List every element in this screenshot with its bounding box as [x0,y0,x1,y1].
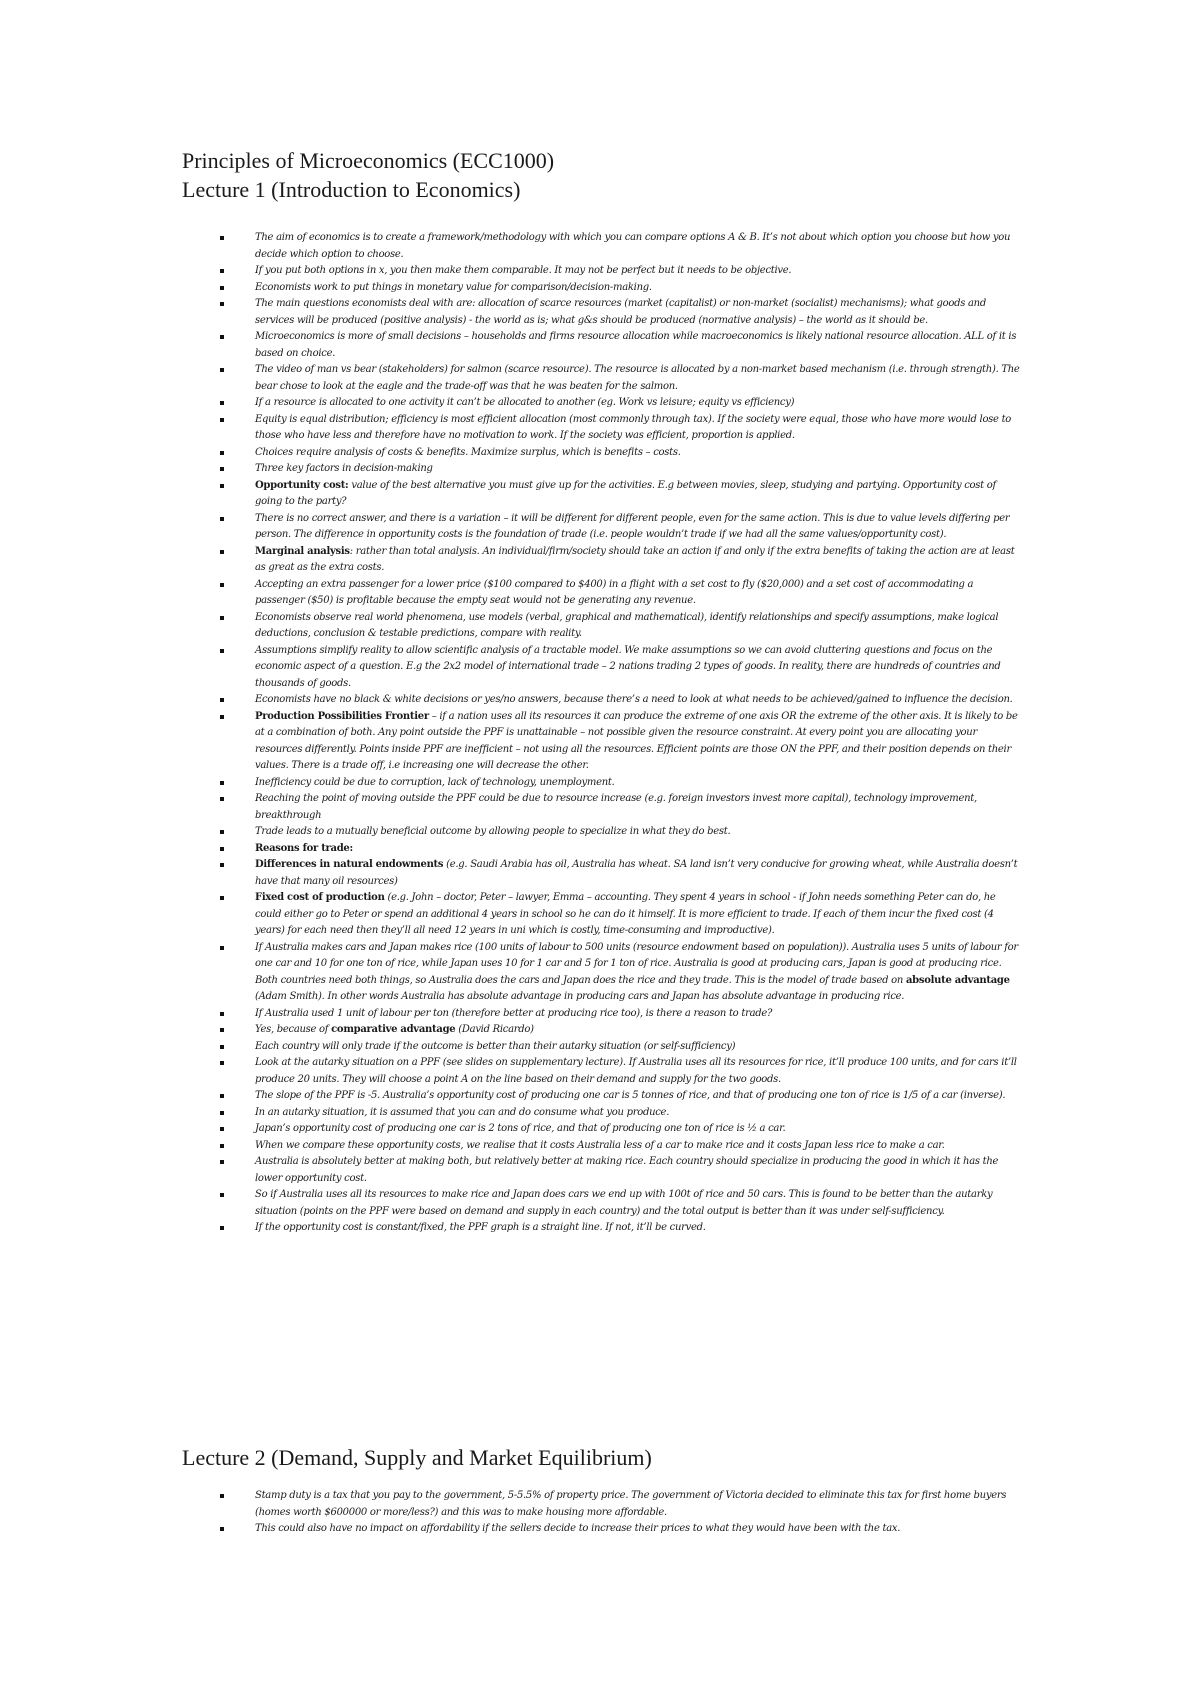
bullet-item [182,577,1022,610]
bullet-item [182,395,1022,412]
bullet-item [182,1006,1022,1023]
bullet-text: Australia is absolutely better at making both, but relatively better at making rice. Each country should specialize in producing the good in which it has the lower opportunity cost. [255,1156,999,1184]
bold-term: Reasons for trade: [255,842,353,854]
bullet-text: Economists observe real world phenomena, use models (verbal, graphical and mathematical), identify relationships and specify assumptions, make logical deductions, conclusion & testable predictions, compare with reality. [255,611,999,639]
lecture-2-notes-list [182,1488,1022,1538]
bullet-item [182,824,1022,841]
bullet-item [182,1154,1022,1187]
document-title: Principles of Microeconomics (ECC1000) [182,148,555,173]
bullet-item [182,230,1022,263]
bullet-item [182,445,1022,462]
bullet-text: (David Ricardo) [455,1024,534,1035]
bullet-text: If the opportunity cost is constant/fixed, the PPF graph is a straight line. If not, it’ll be curved. [255,1222,706,1233]
bullet-text: Trade leads to a mutually beneficial outcome by allowing people to specialize in what they do best. [255,826,731,837]
bullet-item [182,263,1022,280]
bullet-text: In an autarky situation, it is assumed that you can and do consume what you produce. [255,1106,670,1118]
bullet-item [182,478,1022,511]
bullet-item [182,709,1022,775]
bullet-item [182,461,1022,478]
bullet-text: (e.g. John – doctor, Peter – lawyer, Emma – accounting. They spent 4 years in school - if John needs something Peter can do, he could either go to Peter or spend an additional 4 years in school so he can do it himself. It is more efficient to trade. If each of them incur the fixed cost (4 years) for each need then they’ll all need 12 years in uni which is costly, time-consuming and improductive). [255,892,996,936]
bullet-item [182,1187,1022,1220]
bullet-item [182,1055,1022,1088]
bold-term: Differences in natural endowments [255,859,444,870]
bullet-text: – if a nation uses all its resources it can produce the extreme of one axis OR the extreme of the other axis. It is likely to be at a combination of both. Any point outside the PPF is unattainable – not possible given the resource constraint. At every point you are allocating your resources differently. Points inside PPF are inefficient – not using all the resources. Efficient points are those ON the PPF, and their position depends on their values. There is a trade off, i.e increasing one will decrease the other. [255,710,1018,771]
bullet-text: When we compare these opportunity costs, we realise that it costs Australia less of a car to make rice and it costs Japan less rice to make a car. [255,1139,945,1151]
lecture-1-heading: Lecture 1 (Introduction to Economics) [182,177,521,202]
bullet-item [182,1039,1022,1056]
bullet-item [182,412,1022,445]
bold-term: Opportunity cost: [255,479,349,491]
bullet-text: Inefficiency could be due to corruption, lack of technology, unemployment. [255,776,615,788]
bullet-text: So if Australia uses all its resources to make rice and Japan does cars we end up with 100t of rice and 50 cars. This is found to be better than the autarky situation (points on the PPF were based on demand and supply in each country) and the total output is better than it was under self-sufficiency. [255,1189,993,1217]
bullet-text: Accepting an extra passenger for a lower price ($100 compared to $400) in a flight with a set cost to fly ($20,000) and a set cost of accommodating a passenger ($50) is profitable because the empty seat would not be generating any revenue. [255,578,974,606]
bullet-text: value of the best alternative you must give up for the activities. E.g between movies, sleep, studying and partying. Opportunity cost of going to the party? [255,479,996,507]
bullet-item [182,692,1022,709]
bullet-text: Economists work to put things in monetary value for comparison/decision-making. [255,281,652,293]
bullet-text: The main questions economists deal with are: allocation of scarce resources (market (capitalist) or non-market (socialist) mechanisms); what goods and services will be produced (positive analysis) - the world as is; what g&s should be produced (normative analysis) – the world as it should be. [255,298,986,326]
bullet-item [182,940,1022,1006]
bullet-text: Three key factors in decision-making [255,463,433,474]
bullet-text: There is no correct answer, and there is a variation – it will be different for different people, even for the same action. This is due to value levels differing per person. The difference in opportunity costs is the foundation of trade (i.e. people wouldn’t trade if we had all the same values/opportunity cost). [255,512,1010,540]
bullet-item [182,1105,1022,1122]
bullet-text: The slope of the PPF is -5. Australia’s opportunity cost of producing one car is 5 tonnes of rice, and that of producing one ton of rice is 1/5 of a car (inverse). [255,1090,1006,1101]
bullet-item [182,1088,1022,1105]
bullet-item [182,1521,1022,1538]
bullet-text: Look at the autarky situation on a PPF (see slides on supplementary lecture). If Australia uses all its resources for rice, it’ll produce 100 units, and for cars it’ll produce 20 units. They will choose a point A on the line based on their demand and supply for the two goods. [255,1057,1017,1085]
bullet-item [182,329,1022,362]
bullet-text: If a resource is allocated to one activity it can’t be allocated to another (eg. Work vs leisure; equity vs efficiency) [255,397,795,408]
bullet-item [182,775,1022,792]
bullet-text: Japan’s opportunity cost of producing one car is 2 tons of rice, and that of producing one ton of rice is ½ a car. [255,1123,786,1134]
lecture-2-heading: Lecture 2 (Demand, Supply and Market Equilibrium) [182,1445,652,1470]
bullet-item [182,280,1022,297]
bullet-text: (Adam Smith). In other words Australia has absolute advantage in producing cars and Japan has absolute advantage in producing rice. [255,991,905,1002]
bullet-item [182,791,1022,824]
bullet-item [182,1121,1022,1138]
bullet-text: If Australia used 1 unit of labour per ton (therefore better at producing rice too), is there a reason to trade? [255,1007,773,1019]
bullet-text: If you put both options in x, you then make them comparable. It may not be perfect but it needs to be objective. [255,265,792,276]
bullet-item [182,1220,1022,1237]
bullet-text: Reaching the point of moving outside the PPF could be due to resource increase (e.g. foreign investors invest more capital), technology improvement, breakthrough [255,793,977,821]
bullet-text: If Australia makes cars and Japan makes rice (100 units of labour to 500 units (resource endowment based on population)). Australia uses 5 units of labour for one car and 10 for one ton of rice, while Japan uses 10 for 1 car and 5 for 1 ton of rice. Australia is good at producing cars, Japan is good at producing rice. Both countries need both things, so Australia does the cars and Japan does the rice and they trade. This is the model of trade based on [255,941,1018,986]
bullet-text: Economists have no black & white decisions or yes/no answers, because there’s a need to look at what needs to be achieved/gained to influence the decision. [255,694,1013,705]
bold-term: absolute advantage [905,974,1010,986]
bullet-text: Equity is equal distribution; efficiency is most efficient allocation (most commonly through tax). If the society were equal, those who have more would lose to those who have less and therefore have no motivation to work. If the society was efficient, proportion is applied. [255,413,1012,441]
bullet-text: Yes, because of [255,1024,332,1035]
bullet-text: Stamp duty is a tax that you pay to the government, 5-5.5% of property price. The government of Victoria decided to eliminate this tax for first home buyers (homes worth $600000 or more/less?) and this was to make housing more affordable. [255,1490,1007,1518]
bullet-item [182,296,1022,329]
bold-term: comparative advantage [331,1024,456,1035]
bullet-item [182,362,1022,395]
bullet-item [182,1138,1022,1155]
bullet-text: : rather than total analysis. An individual/firm/society should take an action if and only if the extra benefits of taking the action are at least as great as the extra costs. [255,545,1015,573]
bullet-item [182,890,1022,940]
bold-term: Marginal analysis [255,545,350,557]
bullet-text: Each country will only trade if the outcome is better than their autarky situation (or self-sufficiency) [255,1040,736,1052]
bullet-item [182,610,1022,643]
bullet-text: Choices require analysis of costs & benefits. Maximize surplus, which is benefits – costs. [255,446,681,458]
bullet-item [182,511,1022,544]
bold-term: Fixed cost of production [255,892,385,903]
bullet-item [182,544,1022,577]
bullet-item [182,857,1022,890]
bullet-item [182,643,1022,693]
bullet-text: (e.g. Saudi Arabia has oil, Australia has wheat. SA land isn’t very conducive for growing wheat, while Australia doesn’t have that many oil resources) [255,859,1018,887]
bullet-text: The video of man vs bear (stakeholders) for salmon (scarce resource). The resource is allocated by a non-market based mechanism (i.e. through strength). The bear chose to look at the eagle and the trade-off was that he was beaten for the salmon. [255,364,1020,392]
bullet-item [182,1022,1022,1039]
bullet-text: This could also have no impact on affordability if the sellers decide to increase their prices to what they would have been with the tax. [255,1523,901,1534]
bullet-item [182,841,1022,858]
bullet-item [182,1488,1022,1521]
lecture-1-notes-list [182,230,1022,1237]
bullet-text: Assumptions simplify reality to allow scientific analysis of a tractable model. We make assumptions so we can avoid cluttering questions and focus on the economic aspect of a question. E.g the 2x2 model of international trade – 2 nations trading 2 types of goods. In reality, there are hundreds of countries and thousands of goods. [255,644,1001,689]
bullet-text: Microeconomics is more of small decisions – households and firms resource allocation while macroeconomics is likely national resource allocation. ALL of it is based on choice. [255,331,1017,359]
document-header [182,146,1082,204]
bullet-text: The aim of economics is to create a framework/methodology with which you can compare options A & B. It’s not about which option you choose but how you decide which option to choose. [255,232,1011,260]
bold-term: Production Possibilities Frontier [255,710,429,722]
